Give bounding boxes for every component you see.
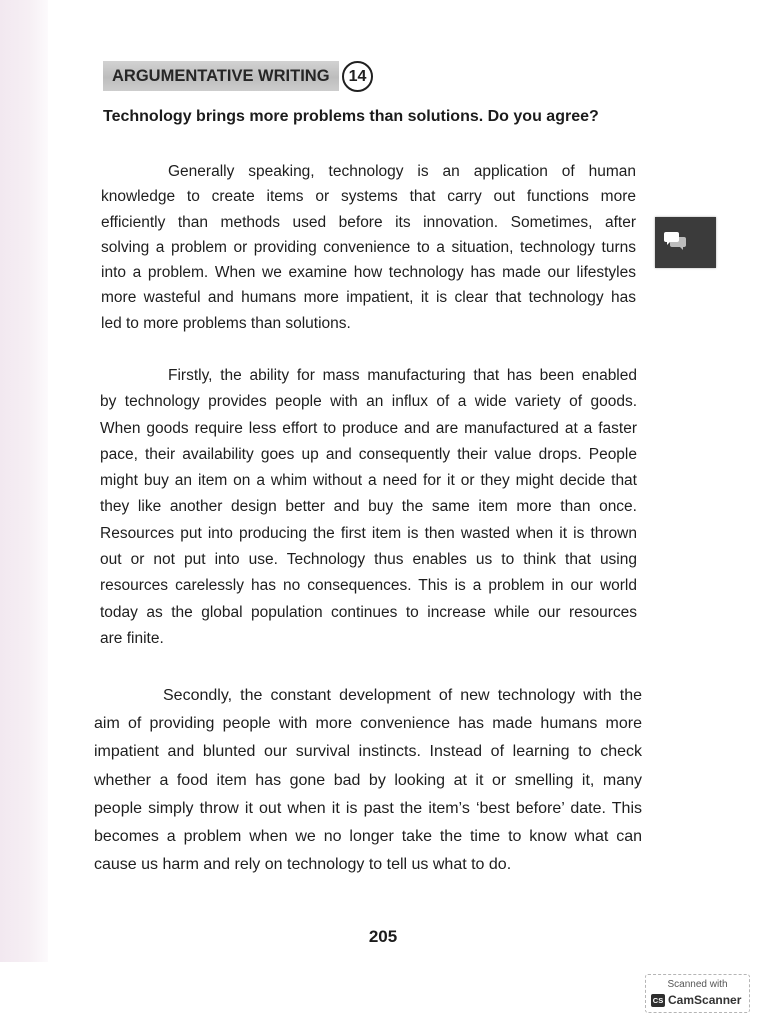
paragraph-intro	[101, 159, 636, 336]
page-number: 205	[368, 927, 398, 946]
text-line: by technology provides people with an influx of a wide variety of goods.	[100, 393, 637, 411]
watermark-caption: Scanned with	[667, 979, 728, 990]
text-line: solving a problem or providing convenience to a situation, technology turns	[101, 238, 636, 256]
text-line: whether a food item has gone bad by looking at it or smelling it, many	[94, 771, 642, 789]
text-line: cause us harm and rely on technology to tell us what to do.	[94, 856, 512, 874]
text-line: aim of providing people with more convenience has made humans more	[94, 715, 642, 733]
camscanner-logo-icon: CS	[652, 996, 664, 1005]
text-line: are finite.	[100, 629, 164, 647]
text-line: people simply throw it out when it is past the item’s ‘best before’ date. This	[94, 799, 642, 817]
scan-edge-shadow	[0, 0, 48, 962]
text-line: Secondly, the constant development of new technology with the	[163, 687, 642, 704]
text-line: Generally speaking, technology is an application of human	[168, 163, 636, 180]
text-line: knowledge to create items or systems that carry out functions more	[101, 188, 636, 206]
paragraph-secondly	[94, 682, 642, 879]
heading-number-badge: 14	[342, 61, 373, 92]
text-line: pace, their availability goes up and consequently their value drops. People	[100, 445, 637, 463]
watermark-brand: CamScanner	[668, 993, 742, 1007]
text-line: resources carelessly has no consequences. This is a problem in our world	[100, 577, 637, 595]
text-line: Resources put into producing the first item is then wasted when it is thrown	[100, 524, 637, 542]
comments-button[interactable]	[655, 217, 716, 268]
text-line: impatient and blunted our survival instincts. Instead of learning to check	[94, 743, 642, 761]
text-line: they like another design better and buy the same item more than once.	[100, 498, 637, 516]
text-line: led to more problems than solutions.	[101, 314, 351, 332]
text-line: When goods require less effort to produce and are manufactured at a faster	[100, 419, 637, 437]
paragraph-firstly	[100, 363, 637, 652]
camscanner-watermark	[645, 974, 750, 1013]
text-line: into a problem. When we examine how technology has made our lifestyles	[101, 264, 636, 282]
text-line: might buy an item on a whim without a need for it or they might decide that	[100, 472, 637, 490]
text-line: becomes a problem when we no longer take the time to know what can	[94, 828, 642, 846]
text-line: more wasteful and humans more impatient, it is clear that technology has	[101, 289, 636, 307]
text-line: efficiently than methods used before its innovation. Sometimes, after	[101, 213, 636, 231]
text-line: out or not put into use. Technology thus enables us to think that using	[100, 551, 637, 569]
essay-question: Technology brings more problems than solutions. Do you agree?	[103, 108, 599, 125]
chat-bubbles-icon	[663, 231, 687, 251]
text-line: Firstly, the ability for mass manufacturing that has been enabled	[168, 367, 637, 384]
text-line: today as the global population continues to increase while our resources	[100, 603, 637, 621]
section-heading: ARGUMENTATIVE WRITING	[112, 67, 330, 85]
